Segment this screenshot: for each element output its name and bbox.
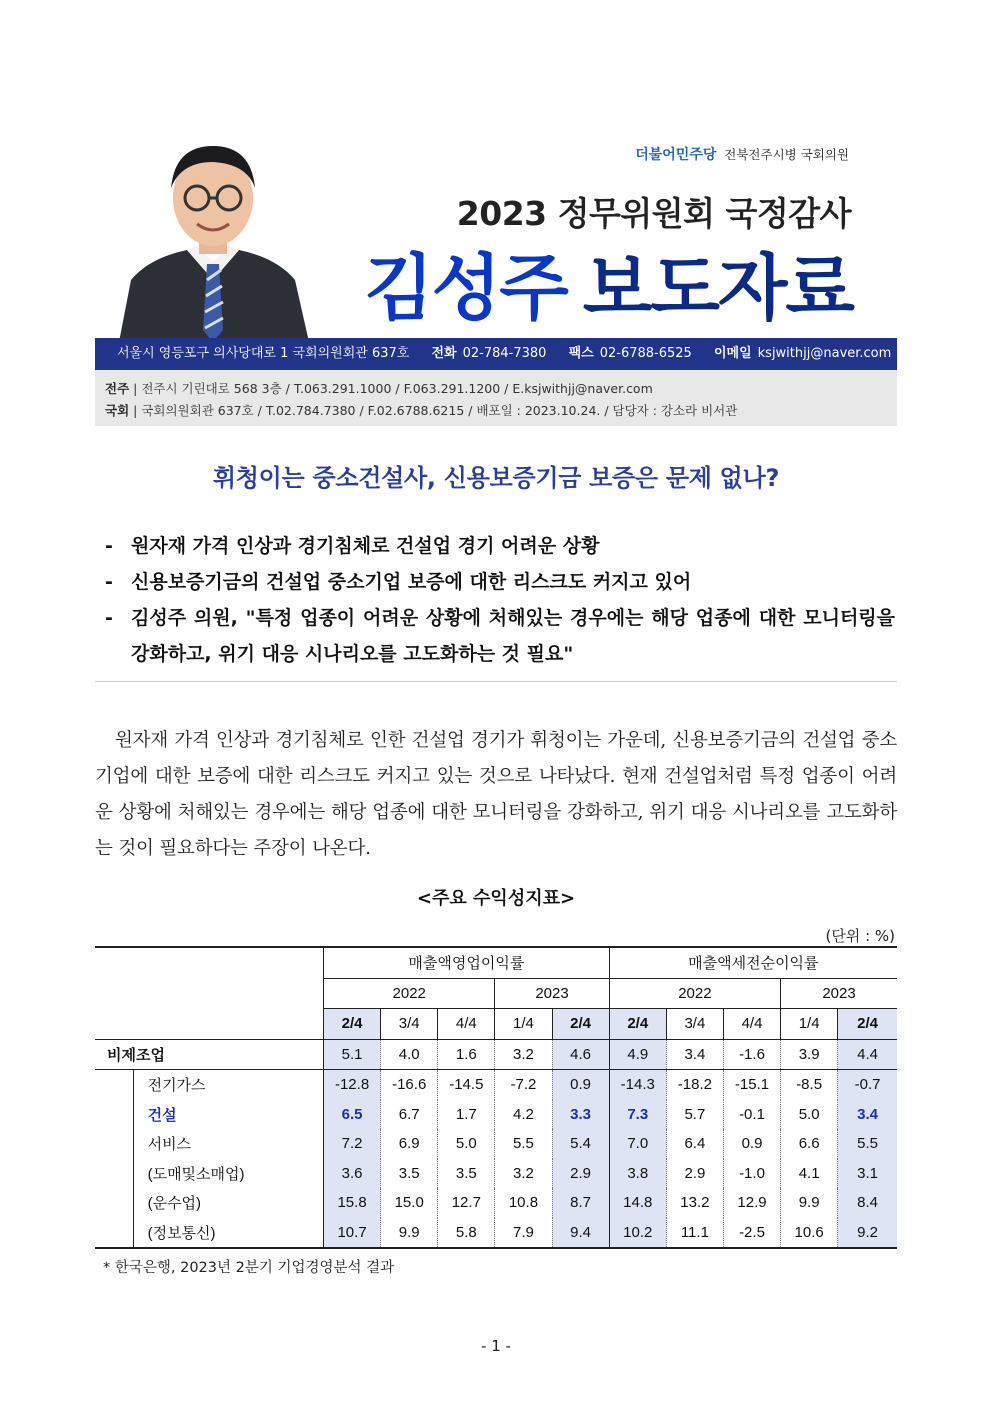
table-cell: 3.3: [552, 1100, 609, 1130]
quarter-header: 2/4: [838, 1009, 897, 1040]
table-cell: 3.1: [838, 1159, 897, 1189]
table-cell: 6.7: [381, 1100, 438, 1130]
table-cell: 7.2: [324, 1129, 381, 1159]
row-indent: [95, 1188, 133, 1218]
table-cell: 3.9: [781, 1039, 838, 1070]
email-value: ksjwithjj@naver.com: [757, 346, 892, 361]
table-cell: 8.4: [838, 1188, 897, 1218]
table-cell: 5.1: [324, 1039, 381, 1070]
table-cell: 3.4: [838, 1100, 897, 1130]
office-text: 국회의원회관 637호 / T.02.784.7380 / F.02.6788.6215 / 배포일 : 2023.10.24. / 담당자 : 강소라 비서관: [141, 403, 738, 418]
row-label: 비제조업: [95, 1039, 324, 1070]
table-cell: 7.3: [609, 1100, 666, 1130]
table-cell: -1.0: [723, 1159, 780, 1189]
table-cell: -0.1: [723, 1100, 780, 1130]
audit-title: 2023 정무위원회 국정감사: [456, 194, 851, 233]
bullet-text: 김성주 의원, "특정 업종이 어려운 상황에 처해있는 경우에는 해당 업종에 대한 모니터링을 강화하고, 위기 대응 시나리오를 고도화하는 것 필요": [131, 607, 895, 665]
quarter-header: 3/4: [381, 1009, 438, 1040]
table-cell: 4.9: [609, 1039, 666, 1070]
table-cell: 7.9: [495, 1218, 552, 1249]
quarter-header: 2/4: [324, 1009, 381, 1040]
group-header: 매출액영업이익률: [324, 947, 610, 978]
table-cell: 3.8: [609, 1159, 666, 1189]
bullet-item: - 김성주 의원, "특정 업종이 어려운 상황에 처해있는 경우에는 해당 업종에 대한 모니터링을 강화하고, 위기 대응 시나리오를 고도화하는 것 필요": [105, 600, 895, 672]
body-paragraph: 원자재 가격 인상과 경기침체로 인한 건설업 경기가 휘청이는 가운데, 신용보증기금의 건설업 중소기업에 대한 보증에 대한 리스크도 커지고 있는 것으로 나타났다. 현재 건설업처럼 특정 업종이 어려운 상황에 처해있는 경우에는 해당 업종에 대한 모니터링을 강화하고, 위기 대응 시나리오를 고도화하는 것이 필요하다는 주장이 나온다.: [95, 730, 897, 859]
year-header: 2023: [495, 978, 609, 1009]
table-cell: 6.6: [781, 1129, 838, 1159]
email-label: 이메일: [713, 346, 752, 361]
table-cell: 9.4: [552, 1218, 609, 1249]
bullet-text: 원자재 가격 인상과 경기침체로 건설업 경기 어려운 상황: [131, 535, 600, 557]
table-cell: -1.6: [723, 1039, 780, 1070]
row-indent: [95, 1218, 133, 1249]
row-label: 전기가스: [133, 1070, 323, 1100]
table-cell: 15.8: [324, 1188, 381, 1218]
table-cell: 10.6: [781, 1218, 838, 1249]
row-indent: [95, 1129, 133, 1159]
table-cell: 1.6: [438, 1039, 495, 1070]
table-cell: -7.2: [495, 1070, 552, 1100]
table-cell: 10.2: [609, 1218, 666, 1249]
quarter-header: 4/4: [438, 1009, 495, 1040]
quarter-header: 4/4: [723, 1009, 780, 1040]
table-cell: 5.8: [438, 1218, 495, 1249]
contact-bar: [95, 338, 897, 370]
header-row-quarters: [95, 1009, 897, 1040]
row-indent: [95, 1100, 133, 1130]
table-cell: 2.9: [552, 1159, 609, 1189]
headline: 휘청이는 중소건설사, 신용보증기금 보증은 문제 없나?: [212, 464, 780, 492]
table-cell: 3.5: [381, 1159, 438, 1189]
office-label: 국회: [105, 403, 130, 418]
table-cell: 11.1: [666, 1218, 723, 1249]
profitability-table: [95, 946, 897, 1249]
table-cell: -18.2: [666, 1070, 723, 1100]
table-cell: 8.7: [552, 1188, 609, 1218]
row-label: 건설: [133, 1100, 323, 1130]
phone-value: 02-784-7380: [462, 346, 547, 361]
table-cell: -15.1: [723, 1070, 780, 1100]
row-label: (도매및소매업): [133, 1159, 323, 1189]
table-cell: 9.9: [381, 1218, 438, 1249]
section-divider: [95, 681, 897, 682]
table-cell: 9.2: [838, 1218, 897, 1249]
table-cell: -8.5: [781, 1070, 838, 1100]
contact-address: 서울시 영등포구 의사당대로 1 국회의원회관 637호: [117, 346, 410, 361]
table-cell: 0.9: [552, 1070, 609, 1100]
year-header: 2023: [781, 978, 897, 1009]
table-cell: -0.7: [838, 1070, 897, 1100]
row-label: (운수업): [133, 1188, 323, 1218]
table-cell: 9.9: [781, 1188, 838, 1218]
table-cell: 5.5: [495, 1129, 552, 1159]
table-cell: 3.5: [438, 1159, 495, 1189]
table-cell: 14.8: [609, 1188, 666, 1218]
row-indent: [95, 1159, 133, 1189]
lawmaker-portrait-image: [109, 130, 317, 342]
table-cell: 5.0: [438, 1129, 495, 1159]
table-cell: -16.6: [381, 1070, 438, 1100]
table-cell: -14.5: [438, 1070, 495, 1100]
table-cell: 5.7: [666, 1100, 723, 1130]
table-title: <주요 수익성지표>: [416, 888, 576, 909]
table-cell: 4.0: [381, 1039, 438, 1070]
doc-type: 보도자료: [582, 246, 853, 330]
table-cell: 15.0: [381, 1188, 438, 1218]
table-cell: 4.4: [838, 1039, 897, 1070]
fax-label: 팩스: [568, 346, 594, 361]
row-label: (정보통신): [133, 1218, 323, 1249]
table-cell: 1.7: [438, 1100, 495, 1130]
phone-label: 전화: [431, 346, 457, 361]
table-cell: -14.3: [609, 1070, 666, 1100]
table-cell: 2.9: [666, 1159, 723, 1189]
table-unit: (단위 : %): [825, 927, 895, 945]
header-row-years: [95, 978, 897, 1009]
quarter-header: 3/4: [666, 1009, 723, 1040]
table-cell: 6.4: [666, 1129, 723, 1159]
table-cell: -2.5: [723, 1218, 780, 1249]
bullet-item: - 신용보증기금의 건설업 중소기업 보증에 대한 리스크도 커지고 있어: [105, 564, 895, 600]
press-release-banner: [95, 118, 897, 370]
district-label: 전북전주시병 국회의원: [724, 147, 849, 162]
office-text: 전주시 기린대로 568 3층 / T.063.291.1000 / F.063.291.1200 / E.ksjwithjj@naver.com: [141, 381, 653, 396]
party-label: 더불어민주당: [635, 147, 717, 163]
table-cell: 3.6: [324, 1159, 381, 1189]
table-cell: 0.9: [723, 1129, 780, 1159]
press-release-title: [364, 230, 853, 334]
table-row: [95, 1188, 897, 1218]
office-row-assembly: 국회 | 국회의원회관 637호 / T.02.784.7380 / F.02.6788.6215 / 배포일 : 2023.10.24. / 담당자 : 강소라 비서관: [105, 403, 738, 418]
year-header: 2022: [609, 978, 780, 1009]
lawmaker-name: 김성주: [364, 246, 567, 330]
table-row: [95, 1159, 897, 1189]
table-cell: 4.2: [495, 1100, 552, 1130]
table-cell: 13.2: [666, 1188, 723, 1218]
table-cell: 6.5: [324, 1100, 381, 1130]
summary-bullets: [105, 528, 895, 672]
group-header: 매출액세전순이익률: [609, 947, 897, 978]
party-name: [635, 144, 849, 164]
table-row: [95, 1070, 897, 1100]
quarter-header: 1/4: [495, 1009, 552, 1040]
table-cell: 12.9: [723, 1188, 780, 1218]
year-header: 2022: [324, 978, 495, 1009]
table-cell: 5.5: [838, 1129, 897, 1159]
quarter-header: 1/4: [781, 1009, 838, 1040]
office-row-jeonju: 전주 | 전주시 기린대로 568 3층 / T.063.291.1000 / F.063.291.1200 / E.ksjwithjj@naver.com: [105, 381, 653, 396]
table-row: [95, 1039, 897, 1070]
table-cell: 10.7: [324, 1218, 381, 1249]
row-indent: [95, 1070, 133, 1100]
table-cell: 6.9: [381, 1129, 438, 1159]
table-cell: 7.0: [609, 1129, 666, 1159]
office-label: 전주: [105, 381, 130, 396]
quarter-header: 2/4: [552, 1009, 609, 1040]
bullet-text: 신용보증기금의 건설업 중소기업 보증에 대한 리스크도 커지고 있어: [131, 571, 692, 593]
table-source-note: * 한국은행, 2023년 2분기 기업경영분석 결과: [103, 1260, 395, 1276]
bullet-item: - 원자재 가격 인상과 경기침체로 건설업 경기 어려운 상황: [105, 528, 895, 564]
page-number: - 1 -: [481, 1337, 511, 1355]
quarter-header: 2/4: [609, 1009, 666, 1040]
office-info: [95, 370, 897, 426]
table-cell: 10.8: [495, 1188, 552, 1218]
table-cell: 12.7: [438, 1188, 495, 1218]
table-cell: 3.4: [666, 1039, 723, 1070]
table-row: [95, 1218, 897, 1249]
table-cell: 3.2: [495, 1039, 552, 1070]
table-cell: 4.6: [552, 1039, 609, 1070]
table-cell: 3.2: [495, 1159, 552, 1189]
table-row: [95, 1129, 897, 1159]
table-body: [95, 1039, 897, 1248]
table-cell: 4.1: [781, 1159, 838, 1189]
row-label: 서비스: [133, 1129, 323, 1159]
table-cell: 5.4: [552, 1129, 609, 1159]
table-cell: -12.8: [324, 1070, 381, 1100]
header-row-groups: [95, 947, 897, 978]
fax-value: 02-6788-6525: [599, 346, 692, 361]
table-cell: 5.0: [781, 1100, 838, 1130]
table-row: [95, 1100, 897, 1130]
